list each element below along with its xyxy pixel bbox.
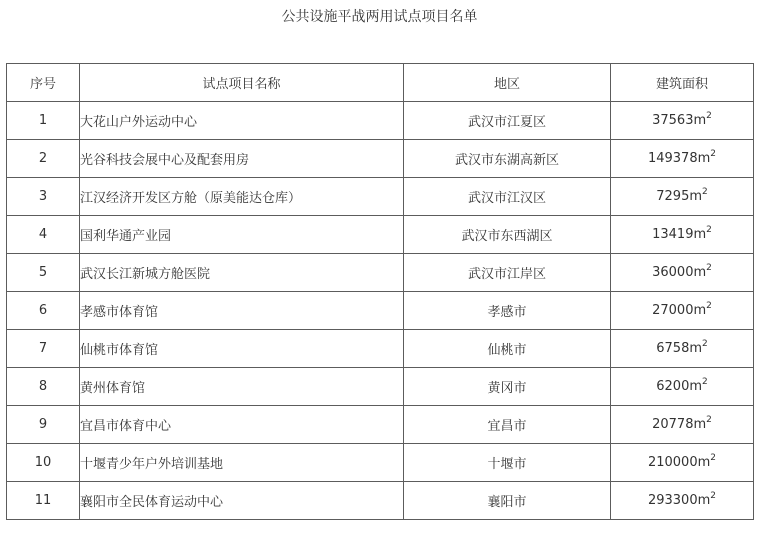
floor-area <box>611 444 754 482</box>
floor-area <box>611 292 754 330</box>
region: 襄阳市 <box>404 482 611 520</box>
floor-area-value <box>656 341 708 356</box>
floor-area-value <box>652 303 712 318</box>
table-row <box>7 216 754 254</box>
row-index: 8 <box>7 368 80 406</box>
project-name: 十堰青少年户外培训基地 <box>80 444 404 482</box>
floor-area <box>611 178 754 216</box>
row-index: 11 <box>7 482 80 520</box>
floor-area-number: 37563 <box>652 113 694 128</box>
region: 武汉市江岸区 <box>404 254 611 292</box>
row-index: 6 <box>7 292 80 330</box>
table-row <box>7 140 754 178</box>
project-name: 江汉经济开发区方舱（原美能达仓库） <box>80 178 404 216</box>
floor-area-number: 13419 <box>652 227 694 242</box>
floor-area-value <box>648 151 716 166</box>
floor-area-unit-exponent: 2 <box>702 339 708 349</box>
floor-area-unit: m <box>689 379 703 394</box>
floor-area-unit-exponent: 2 <box>706 225 712 235</box>
floor-area <box>611 482 754 520</box>
floor-area <box>611 102 754 140</box>
pilot-project-table <box>6 63 754 520</box>
region: 孝感市 <box>404 292 611 330</box>
floor-area-unit-exponent: 2 <box>702 377 708 387</box>
table-body <box>7 102 754 520</box>
floor-area <box>611 368 754 406</box>
table-row <box>7 178 754 216</box>
header-region: 地区 <box>404 64 611 102</box>
region: 十堰市 <box>404 444 611 482</box>
row-index: 7 <box>7 330 80 368</box>
floor-area-value <box>648 455 716 470</box>
region: 武汉市江夏区 <box>404 102 611 140</box>
region: 宜昌市 <box>404 406 611 444</box>
page-title: 公共设施平战两用试点项目名单 <box>281 9 478 25</box>
floor-area <box>611 330 754 368</box>
floor-area-unit-exponent: 2 <box>710 491 717 501</box>
table-row <box>7 406 754 444</box>
header-index: 序号 <box>7 64 80 102</box>
floor-area-value <box>656 189 708 204</box>
header-floor-area: 建筑面积 <box>611 64 754 102</box>
floor-area-value <box>652 113 712 128</box>
floor-area-unit: m <box>689 341 703 356</box>
table-row <box>7 254 754 292</box>
table-row <box>7 330 754 368</box>
project-name: 宜昌市体育中心 <box>80 406 404 444</box>
floor-area-number: 36000 <box>652 265 694 280</box>
floor-area <box>611 140 754 178</box>
floor-area-value <box>652 265 712 280</box>
floor-area-value <box>652 417 712 432</box>
floor-area-number: 293300 <box>647 493 698 508</box>
floor-area-unit-exponent: 2 <box>702 187 708 197</box>
row-index: 2 <box>7 140 80 178</box>
region: 黄冈市 <box>404 368 611 406</box>
table-row <box>7 368 754 406</box>
project-name: 孝感市体育馆 <box>80 292 404 330</box>
floor-area-unit: m <box>693 265 707 280</box>
floor-area-unit: m <box>693 113 707 128</box>
project-name: 襄阳市全民体育运动中心 <box>80 482 404 520</box>
floor-area-unit-exponent: 2 <box>710 149 717 159</box>
project-name: 武汉长江新城方舱医院 <box>80 254 404 292</box>
floor-area-number: 20778 <box>652 417 694 432</box>
header-project-name: 试点项目名称 <box>80 64 404 102</box>
floor-area-unit: m <box>693 303 707 318</box>
floor-area-number: 6758 <box>656 341 690 356</box>
table-row <box>7 444 754 482</box>
floor-area-unit-exponent: 2 <box>706 301 712 311</box>
row-index: 9 <box>7 406 80 444</box>
floor-area-value <box>652 227 712 242</box>
project-name: 大花山户外运动中心 <box>80 102 404 140</box>
row-index: 3 <box>7 178 80 216</box>
floor-area-unit-exponent: 2 <box>706 415 712 425</box>
floor-area <box>611 216 754 254</box>
region: 武汉市江汉区 <box>404 178 611 216</box>
floor-area-unit: m <box>697 151 711 166</box>
table-row <box>7 482 754 520</box>
row-index: 10 <box>7 444 80 482</box>
floor-area <box>611 406 754 444</box>
floor-area-unit: m <box>689 189 703 204</box>
floor-area-number: 6200 <box>656 379 690 394</box>
project-name: 仙桃市体育馆 <box>80 330 404 368</box>
floor-area-value <box>656 379 708 394</box>
floor-area-unit-exponent: 2 <box>706 111 712 121</box>
floor-area-value <box>648 493 716 508</box>
project-name: 光谷科技会展中心及配套用房 <box>80 140 404 178</box>
row-index: 4 <box>7 216 80 254</box>
floor-area-unit: m <box>697 493 711 508</box>
project-name: 黄州体育馆 <box>80 368 404 406</box>
floor-area-unit: m <box>693 417 707 432</box>
row-index: 5 <box>7 254 80 292</box>
floor-area-number: 210000 <box>647 455 698 470</box>
floor-area-unit: m <box>697 455 711 470</box>
row-index: 1 <box>7 102 80 140</box>
region: 武汉市东湖高新区 <box>404 140 611 178</box>
floor-area-number: 27000 <box>652 303 694 318</box>
region: 仙桃市 <box>404 330 611 368</box>
floor-area-unit-exponent: 2 <box>710 453 717 463</box>
table-row <box>7 292 754 330</box>
floor-area-number: 149378 <box>647 151 698 166</box>
floor-area-number: 7295 <box>656 189 690 204</box>
project-name: 国利华通产业园 <box>80 216 404 254</box>
floor-area-unit: m <box>693 227 707 242</box>
table-row <box>7 102 754 140</box>
floor-area-unit-exponent: 2 <box>706 263 712 273</box>
region: 武汉市东西湖区 <box>404 216 611 254</box>
floor-area <box>611 254 754 292</box>
table-header-row <box>7 64 754 102</box>
